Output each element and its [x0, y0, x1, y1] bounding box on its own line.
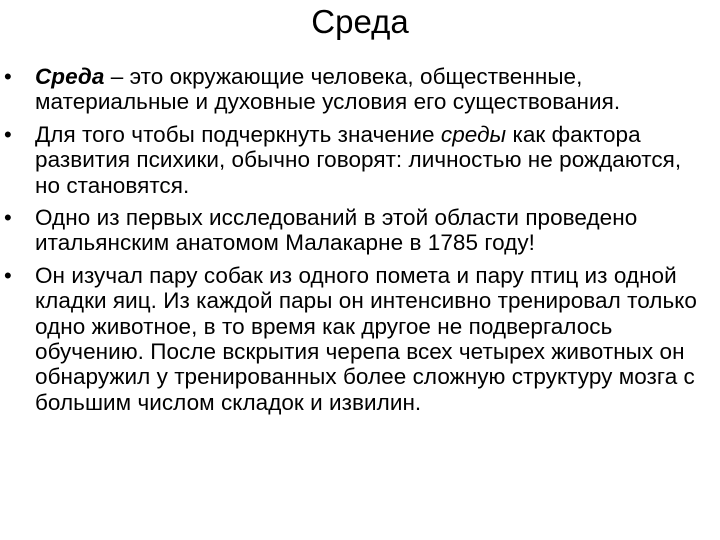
- bullet-marker: •: [4, 262, 12, 288]
- bullet-text: – это окружающие человека, общественные, материальные и духовные условия его существования.: [35, 64, 621, 115]
- bullet-definition: [0, 64, 720, 115]
- bullet-text-before: Для того чтобы подчеркнуть значение: [35, 121, 441, 147]
- bullet-marker: •: [4, 64, 12, 89]
- bullet-marker: •: [4, 205, 12, 231]
- bullet-malacarne: [0, 205, 720, 256]
- emphasis-sredy: среды: [440, 121, 507, 147]
- bullet-experiment: [0, 263, 720, 415]
- slide-title: Среда: [311, 3, 409, 40]
- bullet-text: Одно из первых исследований в этой области проведено итальянским анатомом Малакарне в 1785 году!: [35, 205, 638, 256]
- bullet-marker: •: [4, 121, 12, 147]
- bullet-text-after: как фактора развития психики, обычно говорят: личностью не рождаются, но становятся.: [35, 121, 682, 198]
- bullet-environment-role: [0, 122, 720, 198]
- bullet-text: Он изучал пару собак из одного помета и пару птиц из одной кладки яиц. Из каждой пары он интенсивно тренировал только одно животное, в то время как другое не подвергалось обучению. После вскрытия черепа всех четырех животных он обнаружил у тренированных более сложную структуру мозга с большим числом складок и извилин.: [35, 262, 697, 415]
- bullet-list: [0, 64, 720, 422]
- term-sreda: Среда: [35, 64, 105, 89]
